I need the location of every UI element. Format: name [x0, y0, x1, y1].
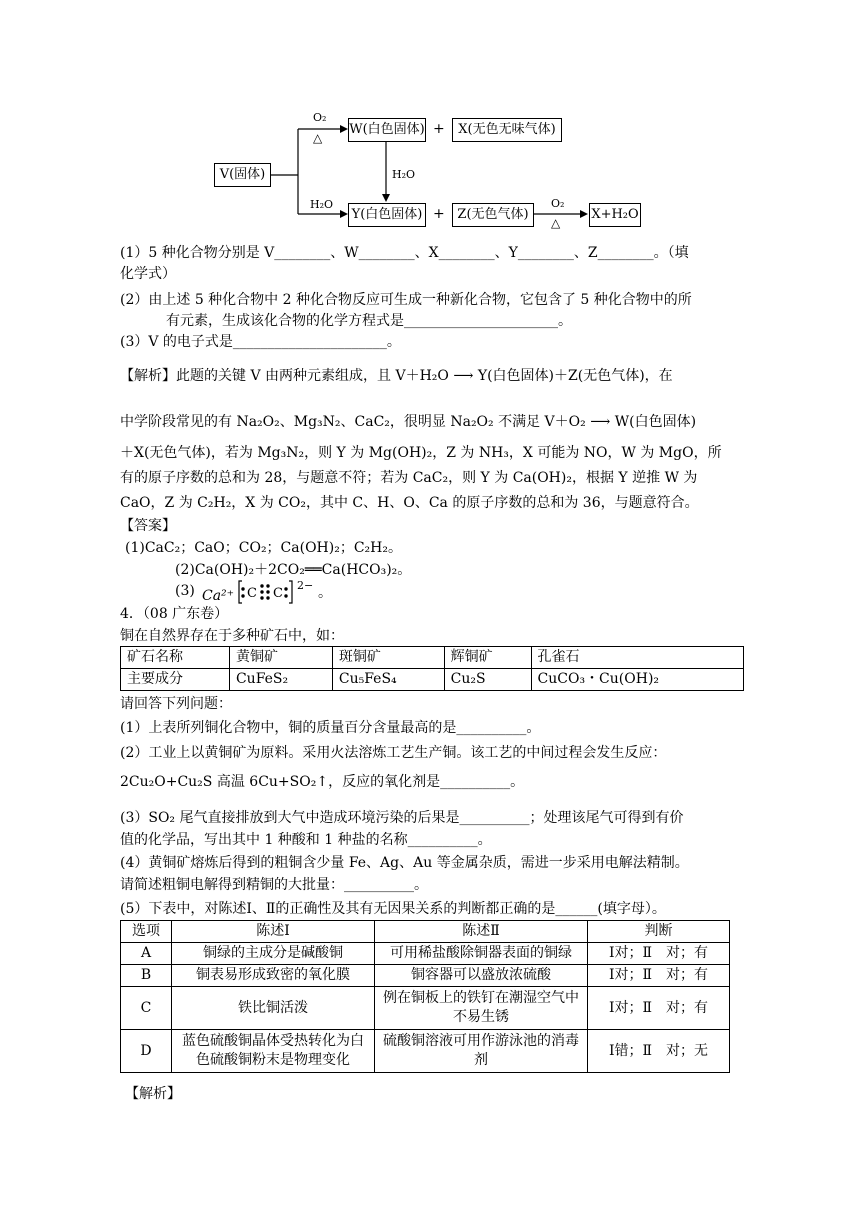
problem-4-intro: 铜在自然界存在于多种矿石中，如： [120, 628, 344, 644]
answer-3-end: 。 [318, 585, 332, 601]
analysis-line-4: 有的原子序数的总和为 28，与题意不符；若为 CaC₂，则 Y 为 Ca(OH)₂，根据 Y 逆推 W 为 [120, 470, 698, 486]
question-2: (2）由上述 5 种化合物中 2 种化合物反应可生成一种新化合物，它包含了 5 种化合物中的所 [120, 292, 692, 308]
problem-4-prompt: 请回答下列问题： [120, 696, 232, 712]
analysis-line-2: 中学阶段常见的有 Na₂O₂、Mg₃N₂、CaC₂，很明显 Na₂O₂ 不满足 V＋O₂ ⟶ W(白色固体) [120, 414, 697, 430]
svg-text:C: C [273, 586, 283, 601]
table-cell: 黄铜矿 [229, 647, 332, 669]
label-heat-right: △ [551, 216, 561, 230]
table-cell: B [121, 965, 172, 987]
analysis-line-1: 【解析】此题的关键 V 由两种元素组成，且 V＋H₂O ⟶ Y(白色固体)＋Z(无色气体)，在 [120, 368, 673, 384]
table-cell: Cu₂S [444, 669, 531, 691]
table-header-cell: 判断 [588, 921, 730, 943]
final-analysis-heading: 【解析】 [125, 1086, 181, 1102]
table-cell: Ⅰ对；Ⅱ 对；有 [588, 943, 730, 965]
problem-4-equation: 2Cu₂O+Cu₂S 高温 6Cu+SO₂↑，反应的氧化剂是__________。 [120, 774, 525, 790]
svg-text:C: C [247, 586, 257, 601]
label-h2o-bottom: H₂O [310, 198, 334, 211]
table-header-cell: 选项 [121, 921, 172, 943]
problem-4-q3a: (3）SO₂ 尾气直接排放到大气中造成环境污染的后果是__________；处理该尾气可得到有价 [120, 810, 684, 826]
label-heat-top: △ [313, 131, 323, 145]
label-h2o-mid: H₂O [392, 168, 416, 181]
problem-4-q4b: 请简述粗铜电解得到精铜的大批量：__________。 [120, 877, 428, 893]
analysis-line-5: CaO，Z 为 C₂H₂，X 为 CO₂，其中 C、H、O、Ca 的原子序数的总和为 36，与题意符合。 [120, 495, 699, 511]
answer-1: (1)CaC₂；CaO；CO₂；Ca(OH)₂；C₂H₂。 [125, 540, 402, 556]
ore-table [120, 646, 744, 691]
question-1: (1）5 种化合物分别是 V________、W________、X________、Y________、Z________。（填 [120, 245, 689, 261]
table-cell: Ⅰ错；Ⅱ 对；无 [588, 1030, 730, 1073]
table-cell: A [121, 943, 172, 965]
problem-4-q2: (2）工业上以黄铜矿为原料。采用火法溶炼工艺生产铜。该工艺的中间过程会发生反应： [120, 745, 667, 761]
problem-4-q5: (5）下表中，对陈述Ⅰ、Ⅱ的正确性及其有无因果关系的判断都正确的是______(填字母）。 [120, 901, 666, 917]
table-cell: 铜表易形成致密的氧化膜 [172, 965, 375, 987]
table-cell: CuCO₃・Cu(OH)₂ [531, 669, 743, 691]
table-cell: 铁比铜活泼 [172, 987, 375, 1030]
answer-3-label: (3) [175, 583, 195, 599]
plus-sign-1: + [433, 121, 445, 137]
plus-sign-2: + [433, 206, 445, 222]
problem-4-title: 4．（08 广东卷） [120, 606, 229, 622]
table-cell: 铜绿的主成分是碱酸铜 [172, 943, 375, 965]
diagram-lines [0, 0, 860, 240]
problem-4-q3b: 值的化学品，写出其中 1 种酸和 1 种盐的名称__________。 [120, 832, 492, 848]
table-cell: 斑铜矿 [332, 647, 444, 669]
question-1-cont: 化学式） [120, 266, 176, 282]
answer-2: (2)Ca(OH)₂＋2CO₂══Ca(HCO₃)₂。 [175, 562, 412, 578]
compound-z: Z(无色气体) [452, 203, 534, 227]
analysis-line-3: ＋X(无色气体)，若为 Mg₃N₂，则 Y 为 Mg(OH)₂，Z 为 NH₃，X 可能为 NO，W 为 MgO，所 [120, 445, 722, 461]
compound-y: Y(白色固体) [348, 203, 426, 227]
question-3: (3）V 的电子式是______________________。 [120, 334, 401, 350]
table-row [121, 965, 730, 987]
table-cell: Ⅰ对；Ⅱ 对；有 [588, 987, 730, 1030]
table-header-cell: 陈述Ⅱ [375, 921, 588, 943]
table-cell: 主要成分 [121, 669, 230, 691]
table-header-cell: 陈述Ⅰ [172, 921, 375, 943]
compound-x: X(无色无味气体) [452, 118, 562, 142]
judgment-table [120, 920, 730, 1073]
compound-v: V(固体) [214, 163, 271, 187]
table-row [121, 1030, 730, 1073]
table-row [121, 943, 730, 965]
table-cell: C [121, 987, 172, 1030]
table-cell: 可用稀盐酸除铜器表面的铜绿 [375, 943, 588, 965]
table-cell: Cu₅FeS₄ [332, 669, 444, 691]
table-cell: CuFeS₂ [229, 669, 332, 691]
problem-4-q4a: (4）黄铜矿熔炼后得到的粗铜含少量 Fe、Ag、Au 等金属杂质，需进一步采用电解法精制。 [120, 855, 689, 871]
table-cell: 孔雀石 [531, 647, 743, 669]
table-cell: 铜容器可以盛放浓硫酸 [375, 965, 588, 987]
table-row [121, 647, 744, 669]
table-header-row [121, 921, 730, 943]
question-2-cont: 有元素，生成该化合物的化学方程式是______________________。 [166, 313, 572, 329]
table-row [121, 987, 730, 1030]
answer-3-charge: 2− [297, 579, 314, 592]
table-cell: 辉铜矿 [444, 647, 531, 669]
label-o2-top: O₂ [313, 111, 327, 124]
table-row [121, 669, 744, 691]
compound-w: W(白色固体) [348, 118, 426, 142]
label-o2-right: O₂ [551, 197, 565, 210]
table-cell: Ⅰ对；Ⅱ 对；有 [588, 965, 730, 987]
table-cell: D [121, 1030, 172, 1073]
answer-heading: 【答案】 [120, 518, 176, 534]
table-cell: 矿石名称 [121, 647, 230, 669]
problem-4-q1: (1）上表所列铜化合物中，铜的质量百分含量最高的是__________。 [120, 720, 541, 736]
table-cell: 例在铜板上的铁钉在潮湿空气中不易生锈 [375, 987, 588, 1030]
table-cell: 蓝色硫酸铜晶体受热转化为白色硫酸铜粉末是物理变化 [172, 1030, 375, 1073]
table-cell: 硫酸铜溶液可用作游泳池的消毒剂 [375, 1030, 588, 1073]
answer-3-ca-ion: Ca²⁺ [202, 588, 235, 604]
product-x-h2o: X+H₂O [589, 203, 641, 227]
